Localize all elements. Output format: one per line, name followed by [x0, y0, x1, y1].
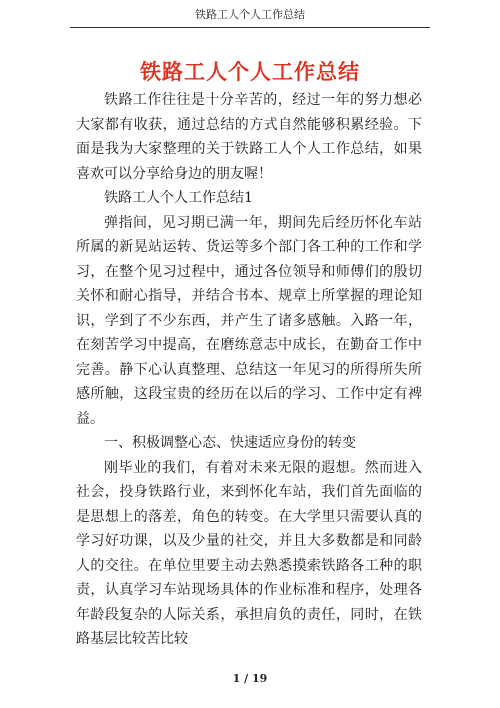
running-header: 铁路工人个人工作总结: [195, 8, 305, 21]
page-number: 1 / 19: [232, 672, 268, 685]
subsection-heading: 一、积极调整心态、快速适应身份的转变: [104, 435, 356, 451]
document-body: [76, 88, 422, 652]
document-title: 铁路工人个人工作总结: [140, 59, 360, 84]
section-heading: 铁路工人个人工作总结1: [104, 190, 253, 206]
body-paragraph: 弹指间，见习期已满一年，期间先后经历怀化车站所属的新晃站运转、货运等多个部门各工种的工作和学习，在整个见习过程中，通过各位领导和师傅们的殷切关怀和耐心指导，并结合书本、规章上所掌握的理论知识，学到了不少东西，并产生了诸多感触。入路一年，在刻苦学习中提高，在磨练意志中成长，在勤奋工作中完善。静下心认真整理、总结这一年见习的所得所失所感所触，这段宝贵的经历在以后的学习、工作中定有裨益。: [76, 214, 422, 427]
body-paragraph: 刚毕业的我们，有着对未来无限的遐想。然而进入社会，投身铁路行业，来到怀化车站，我们首先面临的是思想上的落差，角色的转变。在大学里只需要认真的学习好功课，以及少量的社交，并且大多数都是和同龄人的交往。在单位里要主动去熟悉摸索铁路各工种的职责，认真学习车站现场具体的作业标准和程序，处理各年龄段复杂的人际关系，承担肩负的责任，同时，在铁路基层比较苦比较: [76, 459, 422, 647]
header-divider: [70, 27, 430, 28]
intro-paragraph: 铁路工作往往是十分辛苦的，经过一年的努力想必大家都有收获，通过总结的方式自然能够积累经验。下面是我为大家整理的关于铁路工人个人工作总结，如果喜欢可以分享给身边的朋友喔！: [76, 92, 422, 182]
